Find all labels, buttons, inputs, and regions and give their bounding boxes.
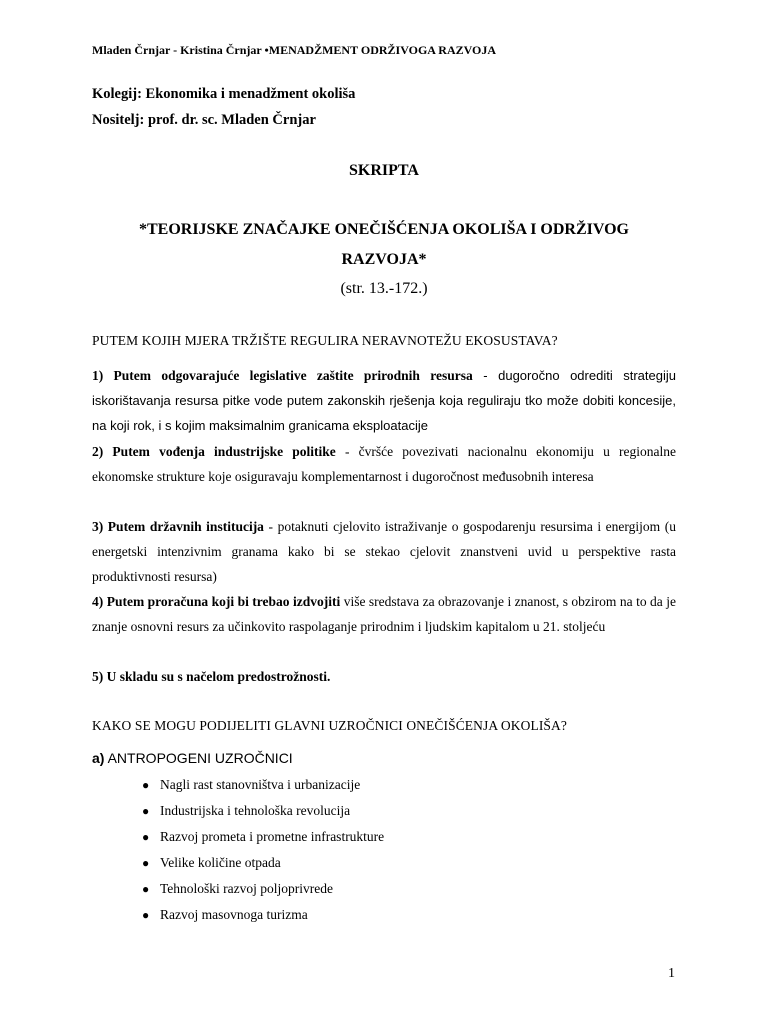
section-a-title: ANTROPOGENI UZROČNICI — [104, 750, 293, 766]
bullet-icon: ● — [142, 830, 150, 844]
question-heading-1: PUTEM KOJIH MJERA TRŽIŠTE REGULIRA NERAVNOTEŽU EKOSUSTAVA? — [92, 333, 558, 348]
list-item: ● Velike količine otpada — [92, 850, 676, 876]
cause-list — [92, 772, 676, 928]
measure-lead: 3) Putem državnih institucija — [92, 519, 264, 534]
measure-item-5 — [92, 664, 676, 689]
list-item: ● Tehnološki razvoj poljoprivrede — [92, 876, 676, 902]
measure-lead: 5) U skladu su s načelom predostrožnosti. — [92, 669, 331, 684]
measure-text: više sredstava za obrazovanje i znanost, s obzirom na to da je znanje osnovni resurs za učinkovito raspolaganje prirodnim i ljudskim kapitalom u 21. stoljeću — [92, 594, 676, 634]
page-range: (str. 13.-172.) — [340, 280, 428, 297]
measure-item-2 — [92, 439, 676, 489]
list-item: ● Industrijska i tehnološka revolucija — [92, 798, 676, 824]
measure-text: - čvršće povezivati nacionalnu ekonomiju u regionalne ekonomske strukture koje osiguravaju komplementarnost i dugoročnost međusobnih interesa — [92, 444, 676, 484]
bullet-icon: ● — [142, 882, 150, 896]
measure-text: - dugoročno odrediti strategiju iskorištavanja resursa pitke vode putem zakonskih rješenja koja reguliraju tko može dobiti koncesije, na koji rok, i s kojim maksimalnim granicama eksploatacije — [92, 368, 676, 433]
doc-title-line-1: *TEORIJSKE ZNAČAJKE ONEČIŠĆENJA OKOLIŠA I ODRŽIVOG — [138, 221, 629, 238]
bullet-icon: ● — [142, 804, 150, 818]
doc-title-line-2: RAZVOJA* — [341, 251, 427, 268]
measure-lead: 1) Putem odgovarajuće legislative zaštite prirodnih resursa — [92, 368, 473, 383]
bullet-icon: ● — [142, 778, 150, 792]
measure-lead: 2) Putem vođenja industrijske politike — [92, 444, 336, 459]
question-heading-2: KAKO SE MOGU PODIJELITI GLAVNI UZROČNICI ONEČIŠĆENJA OKOLIŠA? — [92, 718, 567, 733]
bullet-icon: ● — [142, 856, 150, 870]
list-item: ● Razvoj masovnoga turizma — [92, 902, 676, 928]
measure-lead: 4) Putem proračuna koji bi trebao izdvojiti — [92, 594, 341, 609]
course-line: Kolegij: Ekonomika i menadžment okoliša — [92, 86, 356, 102]
doc-type-heading: SKRIPTA — [349, 162, 419, 179]
measure-item-3 — [92, 514, 676, 589]
section-a-heading — [92, 750, 293, 766]
section-a-marker: a) — [92, 750, 105, 766]
running-header: Mladen Črnjar - Kristina Črnjar •MENADŽMENT ODRŽIVOGA RAZVOJA — [92, 43, 497, 57]
page-number: 1 — [668, 966, 675, 981]
bullet-icon: ● — [142, 908, 150, 922]
measure-item-4 — [92, 589, 676, 639]
list-item: ● Razvoj prometa i prometne infrastrukture — [92, 824, 676, 850]
list-item: ● Nagli rast stanovništva i urbanizacije — [92, 772, 676, 798]
measure-text: - potaknuti cjelovito istraživanje o gospodarenju resursima i energijom (u energetski intenzivnim granama kako bi se stekao cjelovit znanstveni uvid u perspektive rasta produktivnosti resursa) — [92, 519, 676, 584]
measure-item-1 — [92, 363, 676, 438]
lecturer-line: Nositelj: prof. dr. sc. Mladen Črnjar — [92, 112, 316, 128]
